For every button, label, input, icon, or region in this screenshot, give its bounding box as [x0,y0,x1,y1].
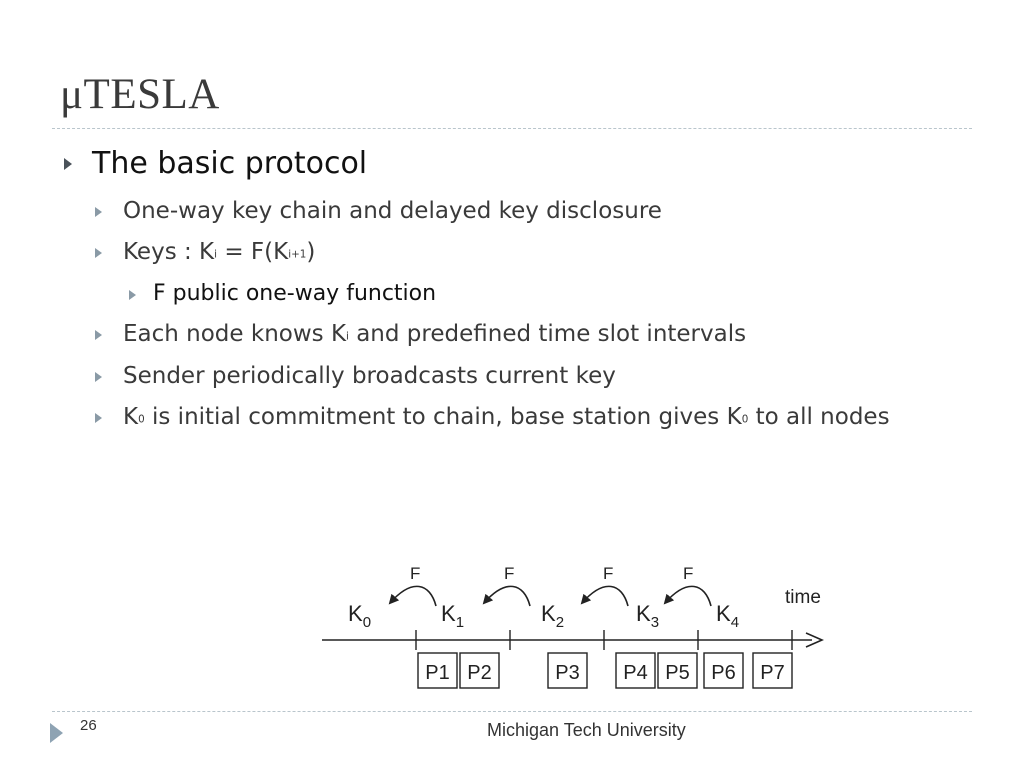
function-label: F [410,564,421,583]
packet-p6 [704,653,743,688]
svg-text:P7: P7 [760,662,785,684]
function-label: F [603,564,614,583]
bullet-text: Sender periodically broadcasts current key [123,363,616,389]
svg-text:P6: P6 [711,662,736,684]
bullet-text: $K_0$ is initial commitment to chain, base station gives $K_0$ to all nodes [123,404,890,430]
curved-arrow-icon [582,586,628,606]
curved-arrow-icon [484,586,530,606]
key-k1: $K_1$ [441,601,465,631]
time-label: time [785,587,821,608]
packet-p5 [658,653,697,688]
footer-arrow-icon [50,723,63,743]
bullet-text: Each node knows $K_i$ and predefined time slot intervals [123,321,747,347]
svg-text:P1: P1 [425,662,450,684]
curved-arrow-icon [390,586,436,606]
svg-text:P3: P3 [555,662,580,684]
footer-divider [52,711,972,712]
packet-p3 [548,653,587,688]
packet-p7 [753,653,792,688]
page-number: 26 [80,717,97,734]
footer-institution: Michigan Tech University [487,720,686,740]
slide-title: μTESLA [60,71,220,118]
svg-text:P2: P2 [467,662,492,684]
function-label: F [683,564,694,583]
svg-text:P5: P5 [665,662,690,684]
key-k2: $K_2$ [541,601,565,631]
key-k3: $K_3$ [636,601,660,631]
packet-p2 [460,653,499,688]
key-k0: $K_0$ [348,601,372,631]
packet-p1 [418,653,457,688]
key-k4: $K_4$ [716,601,740,631]
svg-text:P4: P4 [623,662,648,684]
function-label: F [504,564,515,583]
bullet-text: F public one-way function [153,281,437,306]
bullet-text: One-way key chain and delayed key disclosure [123,198,662,224]
bullet-text: Keys : $K_i = F(K_{i+1})$ [123,239,316,265]
bullet-text: The basic protocol [92,146,368,181]
curved-arrow-icon [665,586,711,606]
packet-p4 [616,653,655,688]
